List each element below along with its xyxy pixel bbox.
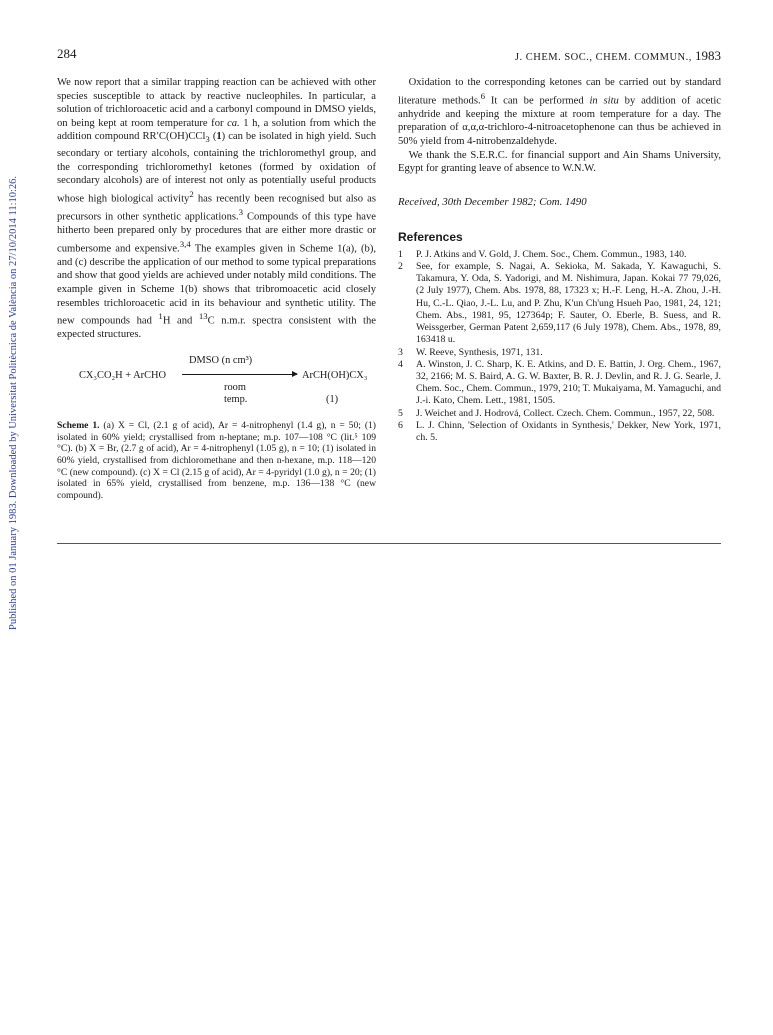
running-head (515, 48, 721, 64)
scheme-condition-room: room (224, 381, 246, 393)
journal-name: J. CHEM. SOC., CHEM. COMMUN., (514, 52, 692, 63)
reference-item (398, 408, 721, 420)
download-stamp (8, 170, 22, 630)
reference-text: L. J. Chinn, 'Selection of Oxidants in Synthesis,' Dekker, New York, 1971, ch. 5. (416, 419, 721, 443)
reference-item (398, 249, 721, 261)
right-column (398, 76, 721, 444)
reference-text: See, for example, S. Nagai, A. Sekioka, M. Sakada, Y. Kawaguchi, S. Takamura, Y. Oda, S. Yadorigi, and M. Nishimura, Japan. Kokai 77 79,026, (2 July 1977), Chem. Abs. 1978, 88, 17323 x; H.-F. Leng, H.-A. Zhou, J.-H. Hu, C.-L. Qiao, J.-L. Lu, and P. Zhu, K'un Ch'ung Hsueh Pao, 1981, 24, 121; Chem. Abs., 1981, 95, 127364p; F. Sauter, O. Eberle, B. Suess, and R. Weissgerber, German Patent 2,659,117 (6 July 1978), Chem. Abs., 1978, 89, 163418 u. (416, 261, 721, 346)
reference-text: W. Reeve, Synthesis, 1971, 131. (416, 346, 543, 358)
scheme-condition-temp: temp. (224, 393, 248, 405)
left-column (57, 76, 376, 502)
body-paragraph: Oxidation to the corresponding ketones can be carried out by standard literature methods.$^6$ It can be performed in situ by addition of acetic anhydride and keeping the mixture at room temperature for a day. The preparation of α,α,α-trichloro-4-nitroacetophenone can thus be achieved in 50% yield from 4-nitrobenzaldehyde. (398, 77, 721, 147)
references-list (398, 249, 721, 444)
received-date: Received, 30th December 1982; Com. 1490 (398, 195, 587, 208)
reference-item (398, 347, 721, 359)
acknowledgement: We thank the S.E.R.C. for financial support and Ain Shams University, Egypt for granting leave of absence to W.N.W. (398, 149, 721, 175)
scheme-product: ArCH(OH)CX₃ (302, 369, 368, 381)
scheme-conditions: DMSO (n cm³) (189, 354, 253, 366)
reference-item (398, 359, 721, 408)
reference-text: J. Weichet and J. Hodrová, Collect. Czech. Chem. Commun., 1957, 22, 508. (416, 407, 715, 419)
journal-year: 1983 (695, 48, 721, 63)
reference-number: 1 (398, 248, 403, 260)
reference-item (398, 261, 721, 346)
reference-number: 6 (398, 419, 403, 431)
scheme-compound-number: (1) (326, 393, 339, 405)
reference-item (398, 420, 721, 444)
scheme-caption-label: Scheme 1. (57, 419, 100, 431)
reference-text: P. J. Atkins and V. Gold, J. Chem. Soc., Chem. Commun., 1983, 140. (416, 248, 687, 260)
reaction-scheme (57, 348, 376, 408)
reference-number: 3 (398, 346, 403, 358)
reference-number: 5 (398, 407, 403, 419)
reaction-arrow-icon (182, 374, 297, 375)
scheme-caption-text: (a) X = Cl, (2.1 g of acid), Ar = 4-nitrophenyl (1.4 g), n = 50; (1) isolated in 60% yield; crystallised from n-heptane; m.p. 107—108 °C (lit.⁵ 109 °C). (b) X = Br, (2.7 g of acid), Ar = 4-nitrophenyl (1.05 g), n = 10; (1) isolated in 60% yield, crystallised from dichloromethane and then n-hexane, m.p. 118—120 °C (new compound). (c) X = Cl (2.15 g of acid), Ar = 4-pyridyl (1.0 g), n = 20; (1) isolated in 65% yield, crystallised from benzene, m.p. 136—138 °C (new compound). (57, 419, 377, 502)
page-divider (57, 543, 721, 544)
reference-number: 2 (398, 261, 403, 273)
scheme-caption (57, 420, 376, 502)
page-number: 284 (57, 46, 77, 61)
scheme-reactants: CX₃CO₂H + ArCHO (79, 369, 167, 381)
reference-text: A. Winston, J. C. Sharp, K. E. Atkins, and D. E. Battin, J. Org. Chem., 1967, 32, 2166; M. S. Baird, A. G. W. Baxter, B. R. J. Devlin, and R. J. G. Searle, J. Chem. Soc., Chem. Commun., 1979, 210; T. Mukaiyama, M. Yamaguchi, and J.-i. Kato, Chem. Lett., 1981, 1505. (416, 358, 721, 407)
download-stamp-text: Published on 01 January 1983. Downloaded by Universitat Politècnica de València on 27/10/2014 11:10:26. (8, 175, 19, 630)
reference-number: 4 (398, 358, 403, 370)
body-paragraph: We now report that a similar trapping reaction can be achieved with other species susceptible to attack by reactive nucleophiles. In particular, a solution of trichloroacetic acid and a carbonyl compound in DMSO yields, on being kept at room temperature for ca. 1 h, a solution from which the addition compound RR′C(OH)CCl$_3$ (1) can be isolated in high yield. Such secondary or tertiary alcohols, containing the trichloromethyl group, and the corresponding trichloromethyl ketones (formed by oxidation of secondary alcohols) are of interest not only as potentially useful products whose high biological activity$^2$ has recently been recognised but also as precursors in other synthetic applications.$^3$ Compounds of this type have hitherto been prepared only by procedures that are either more drastic or cumbersome and expensive.$^{3,4}$ The examples given in Scheme 1(a), (b), and (c) describe the application of our method to some typical preparations and show that good yields are achieved under notably mild conditions. The example given in Scheme 1(b) shows that tribromoacetic acid closely resembles trichloroacetic acid in its behaviour and synthetic utility. The new compounds had $^1$H and $^{13}$C n.m.r. spectra consistent with the expected structures. (57, 77, 377, 341)
references-heading: References (398, 230, 463, 245)
